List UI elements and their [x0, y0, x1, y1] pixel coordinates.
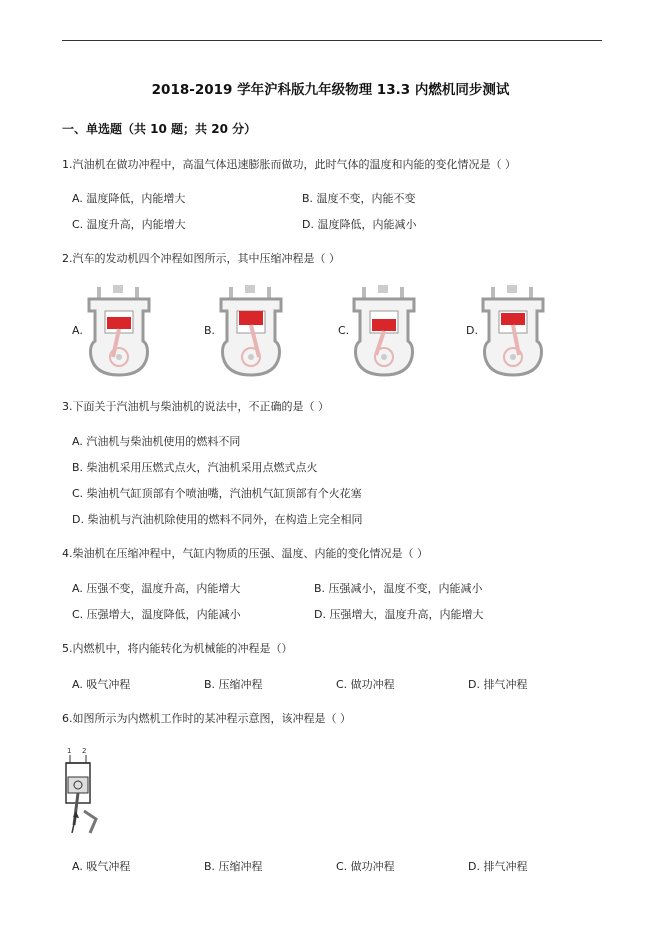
- q5-option-c[interactable]: C. 做功冲程: [336, 678, 395, 691]
- q4-option-c[interactable]: C. 压强增大，温度降低，内能减小: [72, 608, 241, 621]
- q1-option-b[interactable]: B. 温度不变，内能不变: [302, 192, 416, 205]
- q5-option-b[interactable]: B. 压缩冲程: [204, 678, 263, 691]
- cylinder-icon: [483, 285, 543, 375]
- q3-option-d[interactable]: D. 柴油机与汽油机除使用的燃料不同外，在构造上完全相同: [72, 513, 363, 526]
- q4-option-a[interactable]: A. 压强不变，温度升高，内能增大: [72, 582, 241, 595]
- header-rule: [62, 40, 602, 41]
- q3-option-b[interactable]: B. 柴油机采用压燃式点火，汽油机采用点燃式点火: [72, 461, 318, 474]
- question-2: 2.汽车的发动机四个冲程如图所示，其中压缩冲程是（ ）: [62, 252, 340, 265]
- q2-option-b[interactable]: B.: [204, 324, 216, 337]
- q2-option-a[interactable]: A.: [72, 324, 83, 337]
- engine-diagram-b: [215, 285, 287, 377]
- q1-option-c[interactable]: C. 温度升高，内能增大: [72, 218, 186, 231]
- engine-diagram-a: [83, 285, 155, 377]
- question-4: 4.柴油机在压缩冲程中，气缸内物质的压强、温度、内能的变化情况是（ ）: [62, 547, 428, 560]
- valve-label-2: 2: [82, 747, 87, 755]
- engine-stroke-diagram: [62, 745, 104, 837]
- q6-option-b[interactable]: B. 压缩冲程: [204, 860, 263, 873]
- engine-diagram-c: [348, 285, 420, 377]
- q1-option-d[interactable]: D. 温度降低，内能减小: [302, 218, 417, 231]
- engine-diagram-d: [477, 285, 549, 377]
- q2-option-d[interactable]: D.: [466, 324, 478, 337]
- question-3: 3.下面关于汽油机与柴油机的说法中，不正确的是（ ）: [62, 400, 329, 413]
- q4-option-d[interactable]: D. 压强增大，温度升高，内能增大: [314, 608, 484, 621]
- q2-option-c[interactable]: C.: [338, 324, 350, 337]
- q1-option-a[interactable]: A. 温度降低，内能增大: [72, 192, 186, 205]
- q5-option-a[interactable]: A. 吸气冲程: [72, 678, 131, 691]
- q5-option-d[interactable]: D. 排气冲程: [468, 678, 528, 691]
- cylinder-icon: [354, 285, 414, 375]
- question-6: 6.如图所示为内燃机工作时的某冲程示意图，该冲程是（ ）: [62, 712, 351, 725]
- document-title: 2018-2019 学年沪科版九年级物理 13.3 内燃机同步测试: [151, 82, 510, 98]
- q3-option-c[interactable]: C. 柴油机气缸顶部有个喷油嘴，汽油机气缸顶部有个火花塞: [72, 487, 362, 500]
- question-1: 1.汽油机在做功冲程中，高温气体迅速膨胀而做功，此时气体的温度和内能的变化情况是（ ）: [62, 158, 516, 171]
- q6-option-d[interactable]: D. 排气冲程: [468, 860, 528, 873]
- section-heading: 一、单选题（共 10 题；共 20 分）: [62, 122, 257, 136]
- cylinder-icon: [89, 285, 149, 375]
- question-5: 5.内燃机中，将内能转化为机械能的冲程是（）: [62, 642, 293, 655]
- q6-option-c[interactable]: C. 做功冲程: [336, 860, 395, 873]
- valve-label-1: 1: [67, 747, 72, 755]
- q4-option-b[interactable]: B. 压强减小，温度不变，内能减小: [314, 582, 483, 595]
- cylinder-icon: [221, 285, 281, 375]
- q3-option-a[interactable]: A. 汽油机与柴油机使用的燃料不同: [72, 435, 241, 448]
- cylinder-icon: [66, 755, 96, 833]
- q6-option-a[interactable]: A. 吸气冲程: [72, 860, 131, 873]
